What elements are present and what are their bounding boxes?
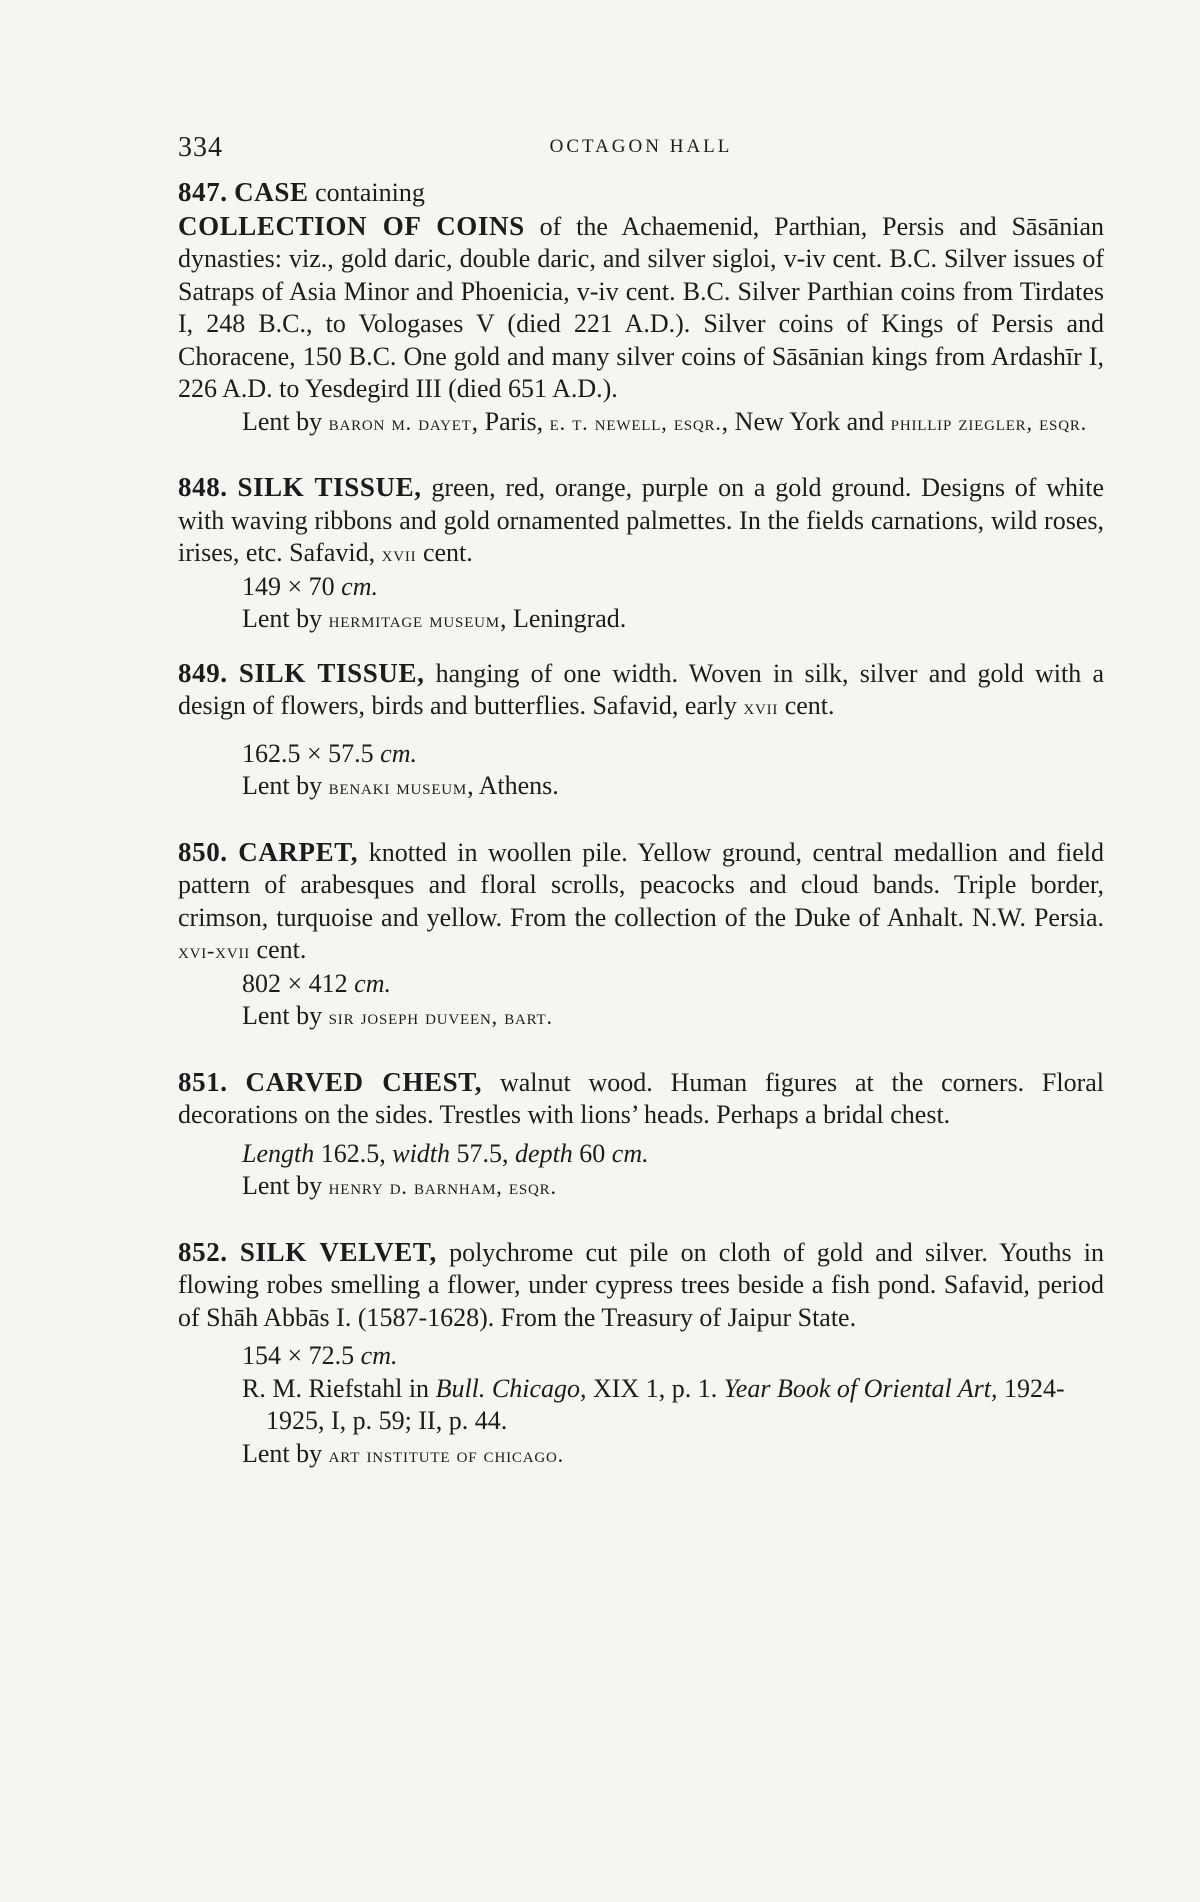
lender-name: henry d. barnham, esqr.	[328, 1174, 557, 1199]
reference-author: R. M. Riefstahl in	[242, 1373, 430, 1403]
entry-848	[178, 471, 1104, 637]
entry-lender-line	[178, 406, 1104, 440]
entry-dimensions	[178, 738, 1104, 771]
dimensions-value: 149 × 70	[242, 571, 335, 601]
lender-name: benaki museum	[328, 774, 468, 799]
entry-lender-line	[178, 603, 1104, 637]
dimensions-value: 802 × 412	[242, 968, 348, 998]
entry-period: xvi-xvii	[178, 938, 251, 963]
dimension-label: Length	[242, 1138, 315, 1168]
running-head: OCTAGON HALL	[549, 136, 733, 157]
lender-name: baron m. dayet	[328, 409, 472, 435]
entry-description	[178, 657, 1104, 724]
dimensions-unit: cm.	[380, 738, 417, 768]
lender-name: phillip ziegler, esqr.	[890, 409, 1087, 435]
entry-description	[178, 1066, 1104, 1132]
entry-subtitle: COLLECTION OF COINS	[178, 210, 525, 241]
lent-text: , New York and	[721, 406, 885, 436]
lent-text: , Athens.	[467, 771, 559, 800]
entry-title: CARVED CHEST,	[245, 1066, 483, 1097]
dimension-value: 60	[579, 1138, 606, 1168]
entry-reference	[178, 1373, 1104, 1438]
reference-journal: Year Book of Oriental Art,	[723, 1373, 998, 1403]
entry-lender-line	[178, 1170, 1104, 1204]
entry-852	[178, 1236, 1104, 1472]
catalogue-entries	[178, 176, 1104, 1471]
entry-number: 847.	[178, 177, 228, 207]
entry-period-suffix: cent.	[256, 935, 307, 964]
dimension-label: width	[392, 1138, 451, 1168]
entry-intro: containing	[315, 178, 425, 207]
lent-prefix: Lent by	[242, 1171, 323, 1200]
lent-prefix: Lent by	[242, 406, 323, 436]
entry-description-text: knotted in woollen pile. Yellow ground, central medallion and field pattern of arabesques and floral scrolls, peacocks and cloud bands. Triple border, crimson, turquoise and yellow. From the collection of the Duke of Anhalt. N.W. Persia.	[178, 837, 1105, 932]
entry-lender-line	[178, 770, 1104, 804]
dimensions-unit: cm.	[341, 571, 378, 601]
page-header	[178, 132, 1104, 166]
entry-description	[178, 471, 1104, 571]
dimension-label: depth	[515, 1138, 573, 1168]
reference-detail: XIX 1, p. 1.	[593, 1373, 718, 1403]
entry-description-text: of the Achaemenid, Parthian, Persis and Sāsānian dynasties: viz., gold daric, double daric, and silver sigloi, v-iv cent. B.C. Silver issues of Satraps of Asia Minor and Phoenicia, v-iv cent. B.C. Silver Parthian coins from Tirdates I, 248 B.C., to Vologases V (died 221 A.D.). Silver coins of Kings of Persis and Choracene, 150 B.C. One gold and many silver coins of Sāsānian kings from Ardashīr I, 226 A.D. to Yesdegird III (died 651 A.D.).	[178, 211, 1104, 403]
entry-number: 849.	[178, 657, 228, 688]
entry-description-text: walnut wood. Human figures at the corners. Floral decorations on the sides. Trestles with lions’ heads. Perhaps a bridal chest.	[178, 1067, 1105, 1129]
entry-description-text: hanging of one width. Woven in silk, silver and gold with a design of flowers, birds and butterflies. Safavid, early	[178, 658, 1105, 720]
lender-name: e. t. newell, esqr.	[549, 409, 722, 435]
entry-title: SILK TISSUE,	[237, 472, 422, 502]
entry-lender-line	[178, 1438, 1104, 1472]
entry-title: CARPET,	[238, 836, 359, 867]
entry-847	[178, 176, 1104, 439]
entry-title: CASE	[234, 177, 309, 207]
lent-text: , Leningrad.	[499, 604, 627, 633]
dimensions-unit: cm.	[611, 1138, 649, 1168]
entry-number: 848.	[178, 472, 228, 502]
entry-850	[178, 836, 1104, 1034]
dimensions-value: 154 × 72.5	[242, 1341, 355, 1370]
entry-dimensions	[178, 1138, 1104, 1171]
entry-dimensions	[178, 968, 1104, 1001]
dimension-value: 162.5,	[320, 1138, 386, 1168]
entry-description-text: green, red, orange, purple on a gold ground. Designs of white with waving ribbons and gold ornamented palmettes. In the fields carnations, wild roses, irises, etc. Safavid,	[178, 473, 1105, 567]
entry-period: xvii	[743, 694, 779, 719]
lent-prefix: Lent by	[242, 771, 323, 800]
entry-number: 850.	[178, 836, 228, 867]
reference-detail: 1924-1925, I, p. 59; II, p. 44.	[266, 1373, 1065, 1435]
entry-description	[178, 1236, 1104, 1335]
entry-851	[178, 1066, 1104, 1204]
entry-title: SILK VELVET,	[239, 1236, 437, 1267]
entry-description-text: polychrome cut pile on cloth of gold and silver. Youths in flowing robes smelling a flower, under cypress trees beside a fish pond. Safavid, period of Shāh Abbās I. (1587-1628). From the Treasury of Jaipur State.	[178, 1237, 1105, 1332]
reference-journal: Bull. Chicago,	[435, 1373, 587, 1403]
entry-period-suffix: cent.	[422, 538, 473, 567]
entry-number: 851.	[178, 1066, 228, 1097]
entry-description	[178, 210, 1104, 406]
entry-heading	[178, 176, 1104, 210]
lent-text: , Paris,	[471, 406, 544, 436]
lender-name: sir joseph duveen, bart.	[328, 1004, 553, 1029]
entry-description	[178, 836, 1104, 968]
entry-title: SILK TISSUE,	[238, 657, 425, 688]
lent-prefix: Lent by	[242, 1438, 323, 1468]
entry-lender-line	[178, 1000, 1104, 1034]
lent-prefix: Lent by	[242, 1001, 323, 1030]
page-number: 334	[178, 132, 223, 163]
entry-number: 852.	[178, 1236, 228, 1267]
dimensions-unit: cm.	[360, 1341, 398, 1370]
entry-849	[178, 657, 1104, 804]
entry-period-suffix: cent.	[784, 691, 835, 720]
dimensions-unit: cm.	[354, 968, 391, 998]
lender-name: hermitage museum	[328, 607, 500, 632]
entry-dimensions	[178, 1340, 1104, 1373]
lender-name: art institute of chicago.	[328, 1441, 564, 1467]
lent-prefix: Lent by	[242, 604, 323, 633]
entry-period: xvii	[381, 541, 417, 566]
dimension-value: 57.5,	[456, 1138, 509, 1168]
dimensions-value: 162.5 × 57.5	[242, 738, 374, 768]
entry-dimensions	[178, 571, 1104, 604]
